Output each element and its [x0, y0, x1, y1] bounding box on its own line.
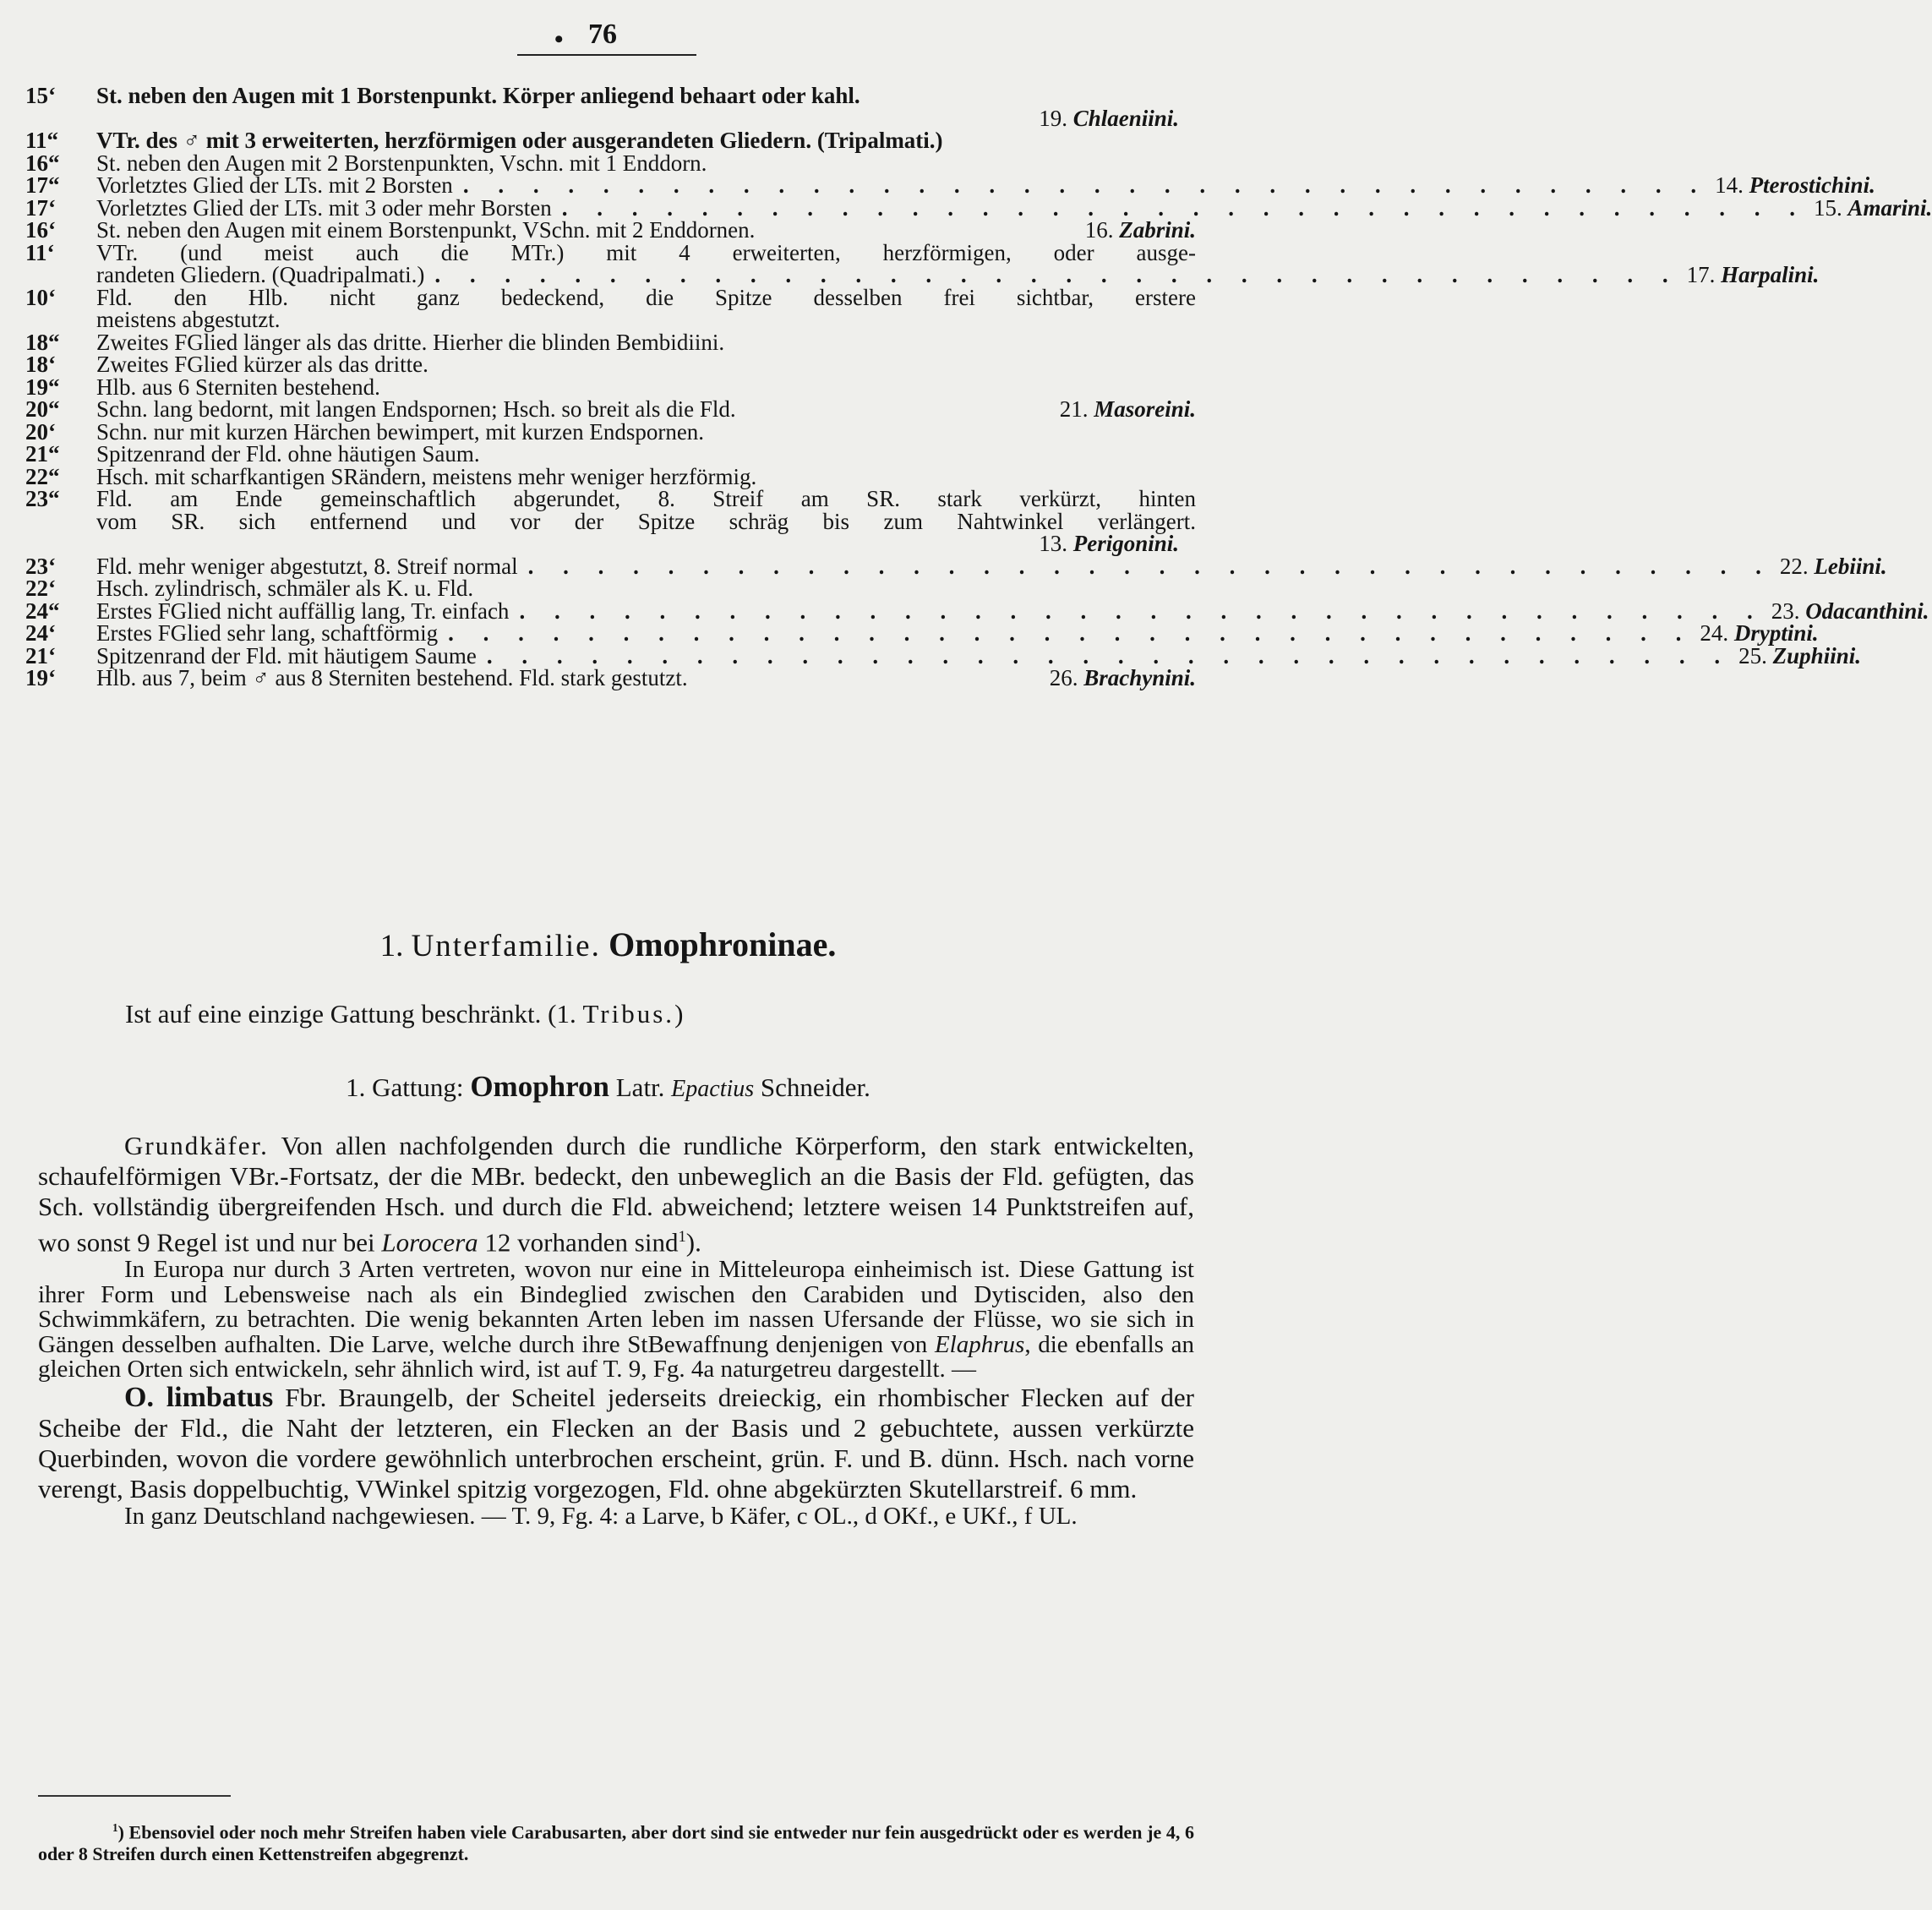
tribe-name: Odacanthini.: [1805, 598, 1929, 624]
key-couplet-code: 21“: [25, 441, 60, 467]
key-couplet-code: 20‘: [25, 418, 56, 445]
key-couplet-text: Hlb. aus 7, beim ♂ aus 8 Sterniten bestehend. Fld. stark gestutzt.: [96, 665, 688, 690]
key-couplet-code: 17‘: [25, 194, 56, 221]
genus-number: 1. Gattung:: [346, 1072, 464, 1102]
tribus-close: ): [674, 999, 684, 1029]
key-line: [25, 532, 1196, 555]
key-couplet-text: Fld. mehr weniger abgestutzt, 8. Streif normal: [96, 553, 518, 579]
paragraph-text: 12 vorhanden sind: [478, 1227, 679, 1258]
key-couplet-code: 19‘: [25, 665, 56, 690]
genus-synonym-author: Schneider.: [760, 1072, 870, 1102]
tribe-number: 14.: [1715, 172, 1744, 198]
tribe-number: 26.: [1049, 665, 1078, 690]
key-line: [25, 239, 1196, 265]
key-couplet-code: 11“: [25, 128, 59, 153]
key-couplet-code: 20“: [25, 396, 60, 422]
genus-ref-elaphrus: Elaphrus: [934, 1330, 1025, 1358]
identification-key: [25, 83, 1932, 690]
key-couplet-text: meistens abgestutzt.: [96, 307, 281, 332]
key-line: [25, 85, 1196, 107]
key-line: [25, 286, 1196, 309]
genus-synonym: Epactius: [671, 1076, 755, 1102]
key-couplet-text: Zweites FGlied kürzer als das dritte.: [96, 352, 428, 377]
key-couplet-code: 18‘: [25, 352, 56, 377]
key-couplet-text: randeten Gliedern. (Quadripalmati.): [96, 262, 425, 287]
key-couplet-text: Erstes FGlied sehr lang, schaftförmig: [96, 620, 439, 646]
key-line: [25, 488, 1196, 510]
key-line: [25, 642, 1861, 668]
key-line: [25, 194, 1932, 221]
key-line: [25, 129, 1196, 152]
key-couplet-code: 22“: [25, 463, 60, 489]
leader-dots: . . . . . . . . . . . . . . . . . . . . . . . . . . . . . . . . . . . .: [448, 620, 1694, 646]
key-couplet-code: 22‘: [25, 576, 56, 601]
tribe-number: 24.: [1700, 620, 1729, 646]
leader-dots: . . . . . . . . . . . . . . . . . . . . . . . . . . . . . . . . . . . .: [462, 172, 1709, 198]
key-couplet-text: St. neben den Augen mit 1 Borstenpunkt. Körper anliegend behaart oder kahl.: [96, 83, 860, 108]
key-line: [25, 443, 1196, 466]
footnote-mark: 1: [112, 1821, 118, 1834]
tribe-name: Lebiini.: [1814, 553, 1887, 579]
key-line: [25, 553, 1887, 579]
paragraph-text: In ganz Deutschland nachgewiesen. — T. 9, Fg. 4: a Larve, b Käfer, c OL., d OKf., e UKf., f UL.: [124, 1502, 1078, 1530]
paragraph-records: [38, 1504, 1194, 1530]
tribe-name: Masoreini.: [1094, 396, 1196, 422]
footnote-text: ) Ebensoviel oder noch mehr Streifen haben viele Carabusarten, aber dort sind sie entweder nur fein ausgedrückt oder es werden je 4, 6 oder 8 Streifen durch einen Kettenstreifen abgegrenzt.: [38, 1821, 1194, 1865]
key-couplet-code: 23‘: [25, 553, 56, 579]
key-couplet-text: Spitzenrand der Fld. ohne häutigen Saum.: [96, 441, 480, 467]
key-couplet-text: Spitzenrand der Fld. mit häutigem Saume: [96, 642, 477, 668]
tribe-number: 19.: [1039, 105, 1067, 131]
tribe-name: Harpalini.: [1721, 262, 1820, 287]
key-couplet-code: 10‘: [25, 284, 56, 310]
paragraph-text: Von allen nachfolgenden durch die rundliche Körperform, den stark entwickelten, schaufelförmigen VBr.-Fortsatz, der die MBr. bedeckt, den unbeweglich an die Basis der Fld. gefügten, das Sch. vollständig übergreifenden Hsch. und durch die Fld. abweichend; letztere weisen 14 Punktstreifen auf, wo sonst 9 Regel ist und nur bei: [38, 1131, 1194, 1258]
key-couplet-code: 19“: [25, 374, 60, 400]
footnote-ref: 1: [678, 1228, 686, 1246]
key-couplet-text: Fld. den Hlb. nicht ganz bedeckend, die Spitze desselben frei sichtbar, erstere: [96, 284, 1196, 310]
key-couplet-text: Fld. am Ende gemeinschaftlich abgerundet, 8. Streif am SR. stark verkürzt, hinten: [96, 486, 1196, 511]
footnote: [38, 1817, 1194, 1865]
key-line: [25, 463, 1196, 489]
tribe-name: Dryptini.: [1733, 620, 1819, 646]
key-couplet-text: VTr. des ♂ mit 3 erweiterten, herzförmigen oder ausgerandeten Gliedern. (Tripalmati.): [96, 128, 943, 153]
tribe-name: Pterostichini.: [1749, 172, 1875, 198]
key-couplet-text: Schn. nur mit kurzen Härchen bewimpert, mit kurzen Endspornen.: [96, 418, 705, 445]
key-result: [1807, 194, 1932, 221]
key-line: [25, 353, 1196, 376]
lead-word: Grundkäfer.: [124, 1131, 269, 1160]
key-couplet-text: VTr. (und meist auch die MTr.) mit 4 erweiterten, herzförmigen, oder ausge-: [96, 239, 1196, 265]
footnote-rule: [38, 1795, 231, 1797]
key-couplet-text: Zweites FGlied länger als das dritte. Hierher die blinden Bembidiini.: [96, 329, 725, 355]
genus-heading: [0, 1070, 1216, 1104]
key-couplet-text: Vorletztes Glied der LTs. mit 2 Borsten: [96, 172, 453, 198]
subfamily-number: 1.: [379, 929, 404, 963]
subfamily-heading: [0, 925, 1216, 964]
genus-name: Omophron: [470, 1070, 609, 1103]
tribe-number: 15.: [1814, 194, 1842, 221]
paragraph-text: Fbr. Braungelb, der Scheitel jederseits dreieckig, ein rhombischer Flecken auf der Scheibe der Fld., die Naht der letzteren, ein Flecken an der Basis und 2 gebuchtete, aussen verkürzte Querbinden, wovon die vordere gewöhnlich unterbrochen erscheint, grün. F. und B. dünn. Hsch. nach vorne verengt, Basis doppelbuchtig, VWinkel spitzig vorgezogen, Fld. ohne abgekürzten Skutellarstreif. 6 mm.: [38, 1382, 1194, 1503]
key-result: [1732, 642, 1861, 668]
key-couplet-code: 17“: [25, 172, 60, 198]
key-result: [1773, 555, 1887, 578]
genus-description: [38, 1131, 1194, 1529]
key-line: [25, 107, 1196, 130]
key-couplet-text: St. neben den Augen mit einem Borstenpunkt, VSchn. mit 2 Enddornen.: [96, 217, 756, 243]
key-line: [25, 620, 1819, 646]
leader-dots: . . . . . . . . . . . . . . . . . . . . . . . . . . . . . . . . . . . .: [486, 642, 1733, 668]
paragraph-species: [38, 1383, 1194, 1504]
tribe-name: Perigonini.: [1072, 531, 1179, 556]
genus-ref-lorocera: Lorocera: [381, 1227, 478, 1258]
key-line: [25, 331, 1196, 354]
subfamily-name: Omophroninae.: [609, 925, 837, 963]
key-couplet-code: 15‘: [25, 83, 56, 108]
key-line: [25, 376, 1196, 399]
paragraph-text: In Europa nur durch 3 Arten vertreten, wovon nur eine in Mitteleuropa einheimisch ist. Diese Gattung ist ihrer Form und Lebensweise nach als ein Bindeglied zwischen den Carabiden und Dytisciden, also den Schwimmkäfern, zu betrachten. Die wenig bekannten Arten leben im nassen Ufersande der Flüsse, wo sie sich in Gängen desselben aufhalten. Die Larve, welche durch ihre StBewaffnung denjenigen von: [38, 1256, 1194, 1358]
key-couplet-text: Hsch. mit scharfkantigen SRändern, meistens mehr weniger herzförmig.: [96, 463, 757, 489]
key-result: [1032, 107, 1179, 130]
key-result: [1708, 174, 1875, 197]
leader-dots: . . . . . . . . . . . . . . . . . . . . . . . . . . . . . . . . . . . .: [519, 598, 1765, 624]
key-line: [25, 308, 1196, 331]
header-dot: •: [554, 25, 564, 53]
key-couplet-text: Vorletztes Glied der LTs. mit 3 oder mehr Borsten: [96, 194, 552, 221]
key-couplet-code: 11‘: [25, 239, 55, 265]
tribe-name: Zabrini.: [1119, 217, 1196, 243]
key-couplet-text: Schn. lang bedornt, mit langen Endspornen; Hsch. so breit als die Fld.: [96, 396, 736, 422]
key-line: [25, 398, 1196, 421]
key-result: [1680, 264, 1820, 286]
tribe-number: 25.: [1738, 642, 1767, 668]
key-couplet-text: vom SR. sich entfernend und vor der Spitze schräg bis zum Nahtwinkel verlängert.: [96, 508, 1196, 534]
key-couplet-text: Erstes FGlied nicht auffällig lang, Tr. einfach: [96, 598, 510, 624]
tribus-note: [125, 999, 683, 1029]
key-line: [25, 577, 1196, 600]
key-couplet-text: Hlb. aus 6 Sterniten bestehend.: [96, 374, 380, 400]
tribe-number: 17.: [1686, 262, 1716, 287]
key-couplet-code: 18“: [25, 329, 60, 355]
key-line: [25, 667, 1196, 690]
key-result: [1765, 600, 1929, 623]
leader-dots: . . . . . . . . . . . . . . . . . . . . . . . . . . . . . . . . . . . .: [561, 194, 1808, 221]
key-line: [25, 172, 1875, 198]
key-line: [25, 152, 1196, 175]
page-header: [0, 12, 1216, 63]
genus-author: Latr.: [615, 1072, 665, 1102]
paragraph-distribution: [38, 1258, 1194, 1383]
header-rule: [517, 54, 696, 56]
key-couplet-code: 24‘: [25, 620, 56, 646]
key-couplet-code: 16‘: [25, 217, 56, 243]
key-result: [1053, 398, 1196, 421]
key-couplet-text: St. neben den Augen mit 2 Borstenpunkten, Vschn. mit 1 Enddorn.: [96, 150, 707, 176]
tribe-number: 16.: [1084, 217, 1114, 243]
key-result: [1693, 622, 1818, 645]
tribe-name: Amarini.: [1847, 194, 1932, 221]
paragraph-genus: [38, 1131, 1194, 1258]
key-result: [1043, 667, 1196, 690]
key-couplet-text: Hsch. zylindrisch, schmäler als K. u. Fld.: [96, 576, 474, 601]
leader-dots: . . . . . . . . . . . . . . . . . . . . . . . . . . . . . . . . . . . .: [527, 553, 1773, 579]
key-couplet-code: 21‘: [25, 642, 56, 668]
key-line: [25, 262, 1820, 287]
key-result: [1078, 219, 1196, 242]
subfamily-label: Unterfamilie.: [411, 929, 601, 963]
paragraph-text: ).: [685, 1227, 701, 1258]
tribe-number: 22.: [1779, 553, 1809, 579]
key-couplet-code: 16“: [25, 150, 60, 176]
key-line: [25, 598, 1929, 624]
key-result: [1032, 532, 1179, 555]
tribus-text: Ist auf eine einzige Gattung beschränkt. (1.: [125, 999, 576, 1029]
key-line: [25, 510, 1196, 533]
leader-dots: . . . . . . . . . . . . . . . . . . . . . . . . . . . . . . . . . . . .: [434, 262, 1680, 287]
tribe-name: Zuphiini.: [1772, 642, 1861, 668]
tribe-number: 21.: [1059, 396, 1089, 422]
page-number: 76: [588, 19, 617, 50]
tribe-name: Brachynini.: [1083, 665, 1196, 690]
tribus-word: Tribus.: [582, 999, 675, 1029]
key-line: [25, 219, 1196, 242]
paragraph-text: , die ebenfalls an gleichen Orten sich entwickeln, sehr ähnlich wird, ist auf T. 9, Fg. 4a naturgetreu dargestellt. —: [38, 1330, 1194, 1383]
tribe-number: 23.: [1771, 598, 1800, 624]
key-couplet-code: 23“: [25, 486, 60, 511]
key-line: [25, 418, 1196, 445]
key-couplet-code: 24“: [25, 598, 60, 624]
tribe-number: 13.: [1039, 531, 1067, 556]
tribe-name: Chlaeniini.: [1072, 105, 1179, 131]
species-name: O. limbatus: [124, 1381, 274, 1413]
